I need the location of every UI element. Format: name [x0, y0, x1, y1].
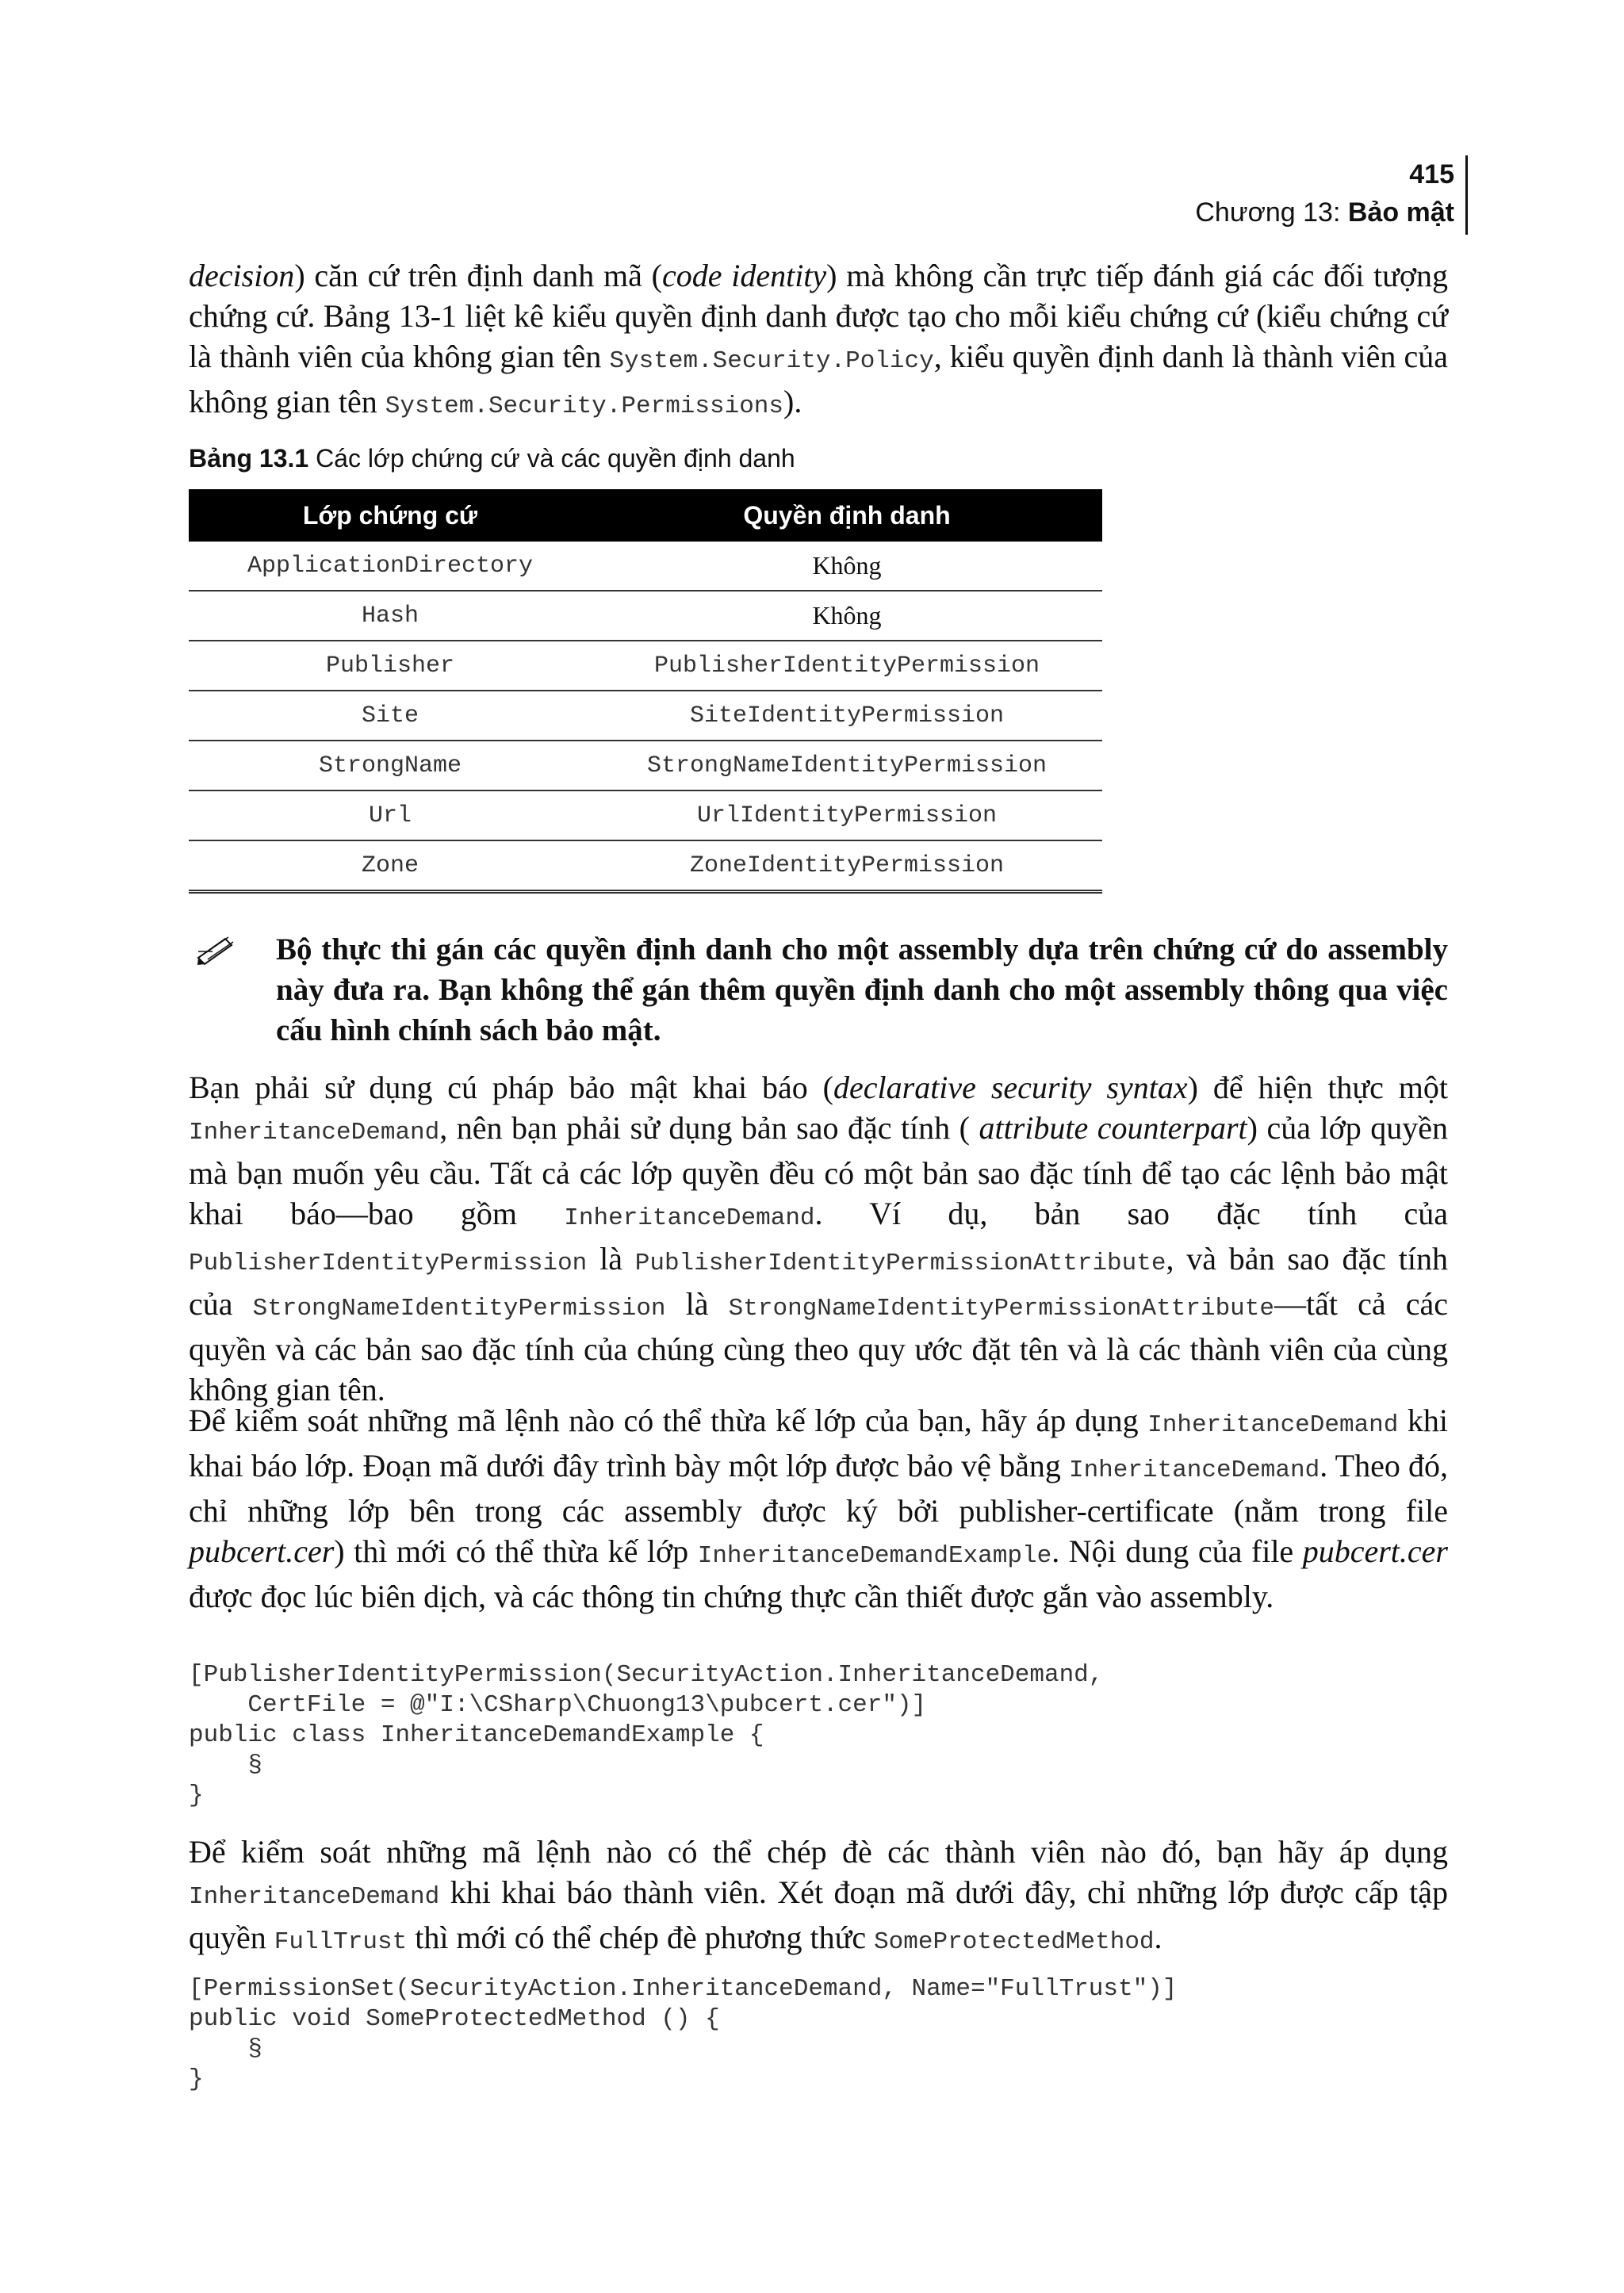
- note-text: Bộ thực thi gán các quyền định danh cho một assembly dựa trên chứng cứ do assembly này đưa ra. Bạn không thể gán thêm quyền định danh cho một assembly thông qua việc cấu hình chính sách bảo mật.: [276, 932, 1448, 1047]
- evidence-cell: Site: [189, 691, 592, 741]
- evidence-cell: ApplicationDirectory: [189, 542, 592, 591]
- code-listing: [PermissionSet(SecurityAction.InheritanceDemand, Name="FullTrust")] public void SomeProtectedMethod () { § }: [189, 1975, 1178, 2093]
- evidence-cell: StrongName: [189, 741, 592, 790]
- page-header: [1195, 155, 1454, 232]
- table-row: [189, 542, 1102, 591]
- code-block-class: [189, 1660, 1448, 1811]
- evidence-table-wrap: [189, 489, 1448, 894]
- note-block: [189, 929, 1448, 1051]
- permission-cell: UrlIdentityPermission: [592, 790, 1102, 840]
- table-header-row: [189, 489, 1102, 542]
- permission-cell: SiteIdentityPermission: [592, 691, 1102, 741]
- evidence-table: [189, 489, 1102, 894]
- chapter-title: Chương 13: Bảo mật: [1195, 197, 1454, 228]
- page-number: 415: [1409, 159, 1454, 189]
- pencil-note-icon: [197, 934, 236, 966]
- table-row: [189, 641, 1102, 691]
- table-row: [189, 790, 1102, 840]
- table-row: [189, 591, 1102, 641]
- column-header-permission: Quyền định danh: [592, 489, 1102, 542]
- permission-cell: StrongNameIdentityPermission: [592, 741, 1102, 790]
- paragraph-class-demand: Để kiểm soát những mã lệnh nào có thể thừa kế lớp của bạn, hãy áp dụng InheritanceDemand khi khai báo lớp. Đoạn mã dưới đây trình bày một lớp được bảo vệ bằng InheritanceDemand. Theo đó, chỉ những lớp bên trong các assembly được ký bởi publisher-certificate (nằm trong file pubcert.cer) thì mới có thể thừa kế lớp InheritanceDemandExample. Nội dung của file pubcert.cer được đọc lúc biên dịch, và các thông tin chứng thực cần thiết được gắn vào assembly.: [189, 1403, 1448, 1614]
- evidence-cell: Hash: [189, 591, 592, 641]
- permission-cell: PublisherIdentityPermission: [592, 641, 1102, 691]
- table-row: [189, 741, 1102, 790]
- paragraph-intro: decision) căn cứ trên định danh mã (code identity) mà không cần trực tiếp đánh giá các đối tượng chứng cứ. Bảng 13-1 liệt kê kiểu quyền định danh được tạo cho mỗi kiểu chứng cứ (kiểu chứng cứ là thành viên của không gian tên System.Security.Policy, kiểu quyền định danh là thành viên của không gian tên System.Security.Permissions).: [189, 258, 1448, 420]
- evidence-cell: Zone: [189, 840, 592, 892]
- table-row: [189, 691, 1102, 741]
- permission-cell: Không: [592, 591, 1102, 641]
- permission-cell: ZoneIdentityPermission: [592, 840, 1102, 892]
- header-divider: [1465, 155, 1468, 235]
- paragraph-declarative: Bạn phải sử dụng cú pháp bảo mật khai báo (declarative security syntax) để hiện thực một InheritanceDemand, nên bạn phải sử dụng bản sao đặc tính ( attribute counterpart) của lớp quyền mà bạn muốn yêu cầu. Tất cả các lớp quyền đều có một bản sao đặc tính để tạo các lệnh bảo mật khai báo—bao gồm InheritanceDemand. Ví dụ, bản sao đặc tính của PublisherIdentityPermission là PublisherIdentityPermissionAttribute, và bản sao đặc tính của StrongNameIdentityPermission là StrongNameIdentityPermissionAttribute—tất cả các quyền và các bản sao đặc tính của chúng cùng theo quy ước đặt tên và là các thành viên của cùng không gian tên.: [189, 1070, 1449, 1407]
- column-header-evidence: Lớp chứng cứ: [189, 489, 592, 542]
- evidence-cell: Publisher: [189, 641, 592, 691]
- code-block-method: [189, 1974, 1448, 2095]
- permission-cell: Không: [592, 542, 1102, 591]
- evidence-cell: Url: [189, 790, 592, 840]
- table-caption: Bảng 13.1 Các lớp chứng cứ và các quyền định danh: [189, 444, 795, 473]
- code-listing: [PublisherIdentityPermission(SecurityAction.InheritanceDemand, CertFile = @"I:\CSharp\Chuong13\pubcert.cer")] public class InheritanceDemandExample { § }: [189, 1661, 1104, 1809]
- paragraph-member-demand: Để kiểm soát những mã lệnh nào có thể chép đè các thành viên nào đó, bạn hãy áp dụng InheritanceDemand khi khai báo thành viên. Xét đoạn mã dưới đây, chỉ những lớp được cấp tập quyền FullTrust thì mới có thể chép đè phương thức SomeProtectedMethod.: [189, 1834, 1448, 1956]
- table-row: [189, 840, 1102, 892]
